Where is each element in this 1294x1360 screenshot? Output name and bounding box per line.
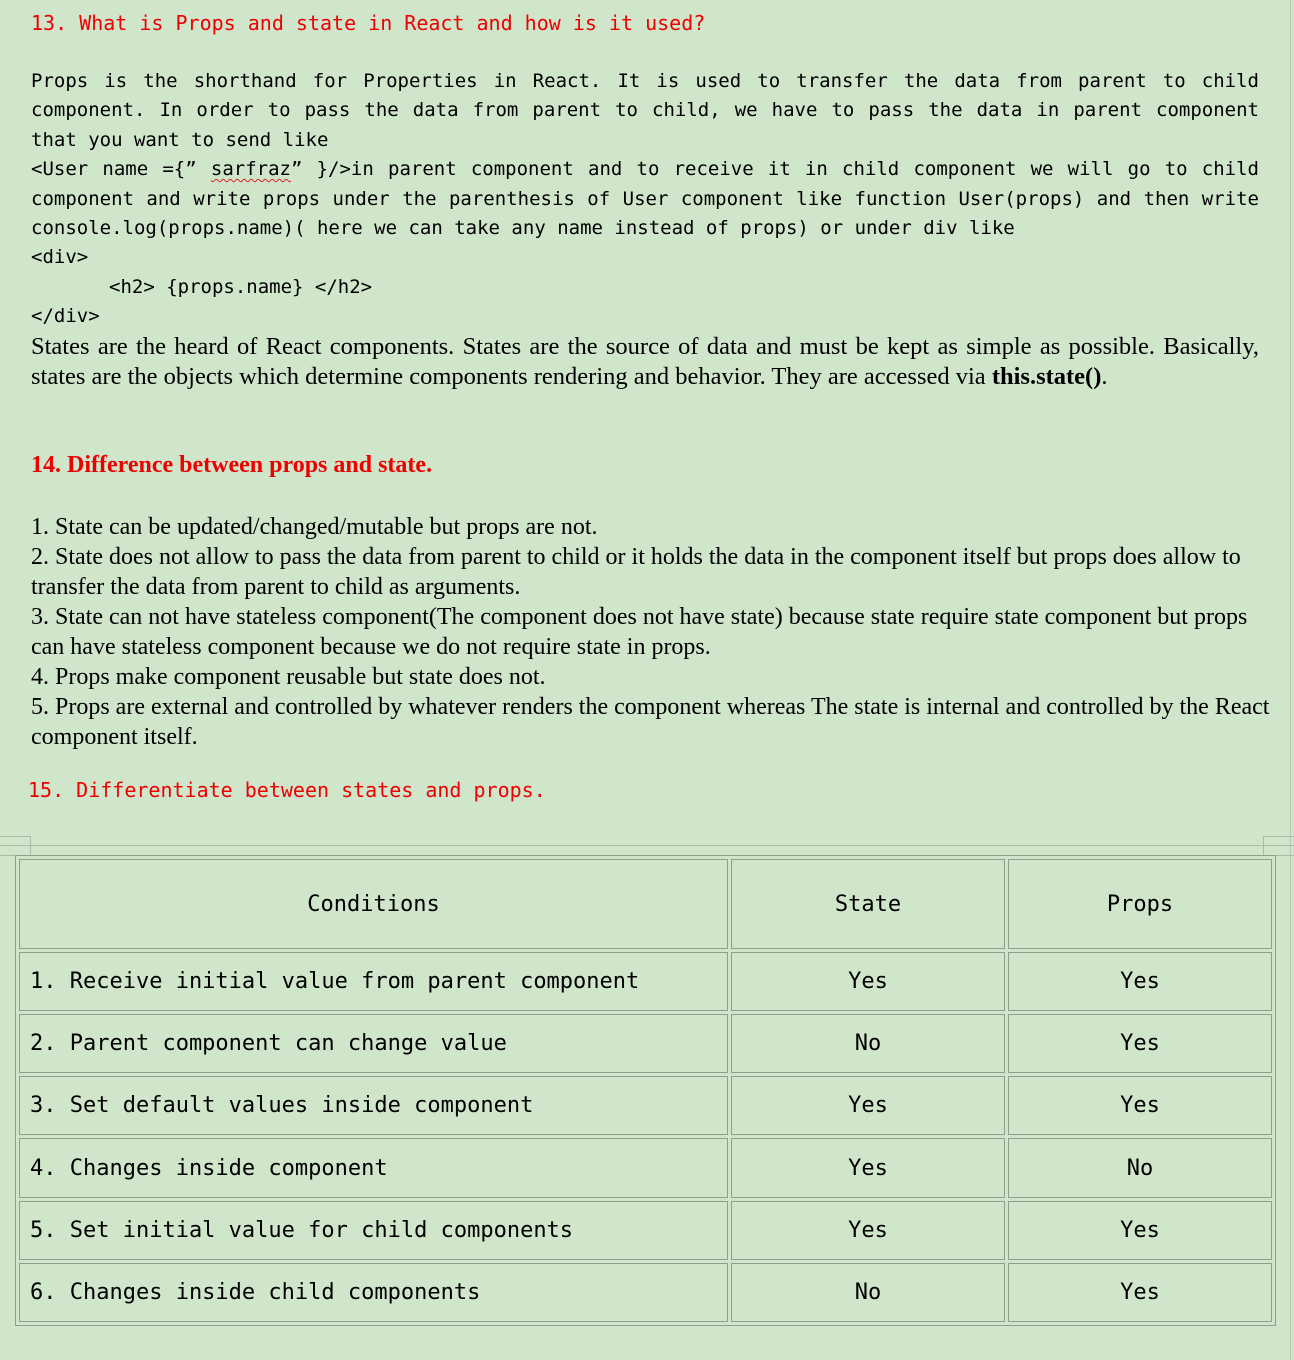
- props-cell: Yes: [1008, 1076, 1272, 1135]
- spellcheck-word-sarfraz: sarfraz: [210, 158, 291, 181]
- props-cell: Yes: [1008, 1014, 1272, 1073]
- condition-cell: 2. Parent component can change value: [19, 1014, 728, 1073]
- table-row: [19, 1138, 1272, 1197]
- comparison-table: [15, 855, 1276, 1326]
- code-div-close: </div>: [31, 305, 100, 328]
- condition-cell: 6. Changes inside child components: [19, 1263, 728, 1322]
- header-conditions: Conditions: [19, 859, 728, 949]
- page-edge-rule: [1290, 0, 1291, 1360]
- table-header-row: [19, 859, 1272, 949]
- state-cell: Yes: [731, 1201, 1005, 1260]
- state-cell: Yes: [731, 1076, 1005, 1135]
- list-item: 4. Props make component reusable but state does not.: [31, 664, 546, 690]
- list-item: 5. Props are external and controlled by whatever renders the component whereas The state is internal and controlled by the React component itself.: [31, 694, 1270, 750]
- condition-cell: 1. Receive initial value from parent component: [19, 952, 728, 1011]
- states-end: .: [1101, 363, 1108, 390]
- props-cell: Yes: [1008, 1201, 1272, 1260]
- table-row: [19, 1263, 1272, 1322]
- props-cell: Yes: [1008, 952, 1272, 1011]
- list-item: 1. State can be updated/changed/mutable but props are not.: [31, 514, 598, 540]
- states-code: this.state(): [991, 363, 1102, 390]
- table-row: [19, 1014, 1272, 1073]
- section-13-heading: 13. What is Props and state in React and how is it used?: [31, 11, 706, 35]
- states-paragraph: [31, 332, 1259, 392]
- table-row: [19, 1201, 1272, 1260]
- difference-list: [31, 512, 1271, 752]
- section-13-body: [31, 67, 1259, 332]
- state-cell: No: [731, 1263, 1005, 1322]
- section-14-heading: 14. Difference between props and state.: [31, 452, 433, 478]
- user-tag-prefix: <User name ={”: [31, 158, 211, 181]
- state-cell: No: [731, 1014, 1005, 1073]
- props-cell: Yes: [1008, 1263, 1272, 1322]
- condition-cell: 3. Set default values inside component: [19, 1076, 728, 1135]
- props-cell: No: [1008, 1138, 1272, 1197]
- header-state: State: [731, 859, 1005, 949]
- code-div-open: <div>: [31, 246, 89, 269]
- condition-cell: 4. Changes inside component: [19, 1138, 728, 1197]
- condition-cell: 5. Set initial value for child components: [19, 1201, 728, 1260]
- state-cell: Yes: [731, 1138, 1005, 1197]
- list-item: 2. State does not allow to pass the data from parent to child or it holds the data in the component itself but props does allow to transfer the data from parent to child as arguments.: [31, 544, 1241, 600]
- table-row: [19, 1076, 1272, 1135]
- table-row: [19, 952, 1272, 1011]
- props-usage-text: ” }/>in parent component and to receive it in child component we will go to child component and write props under the parenthesis of User component like function User(props) and then write console.log(props.name)( here we can take any name instead of props) or under div like: [31, 158, 1259, 240]
- props-definition-text: Props is the shorthand for Properties in React. It is used to transfer the data from parent to child component. In order to pass the data from parent to child, we have to pass the data in parent component that you want to send like: [31, 70, 1259, 151]
- section-15-heading: 15. Differentiate between states and props.: [28, 778, 546, 802]
- list-item: 3. State can not have stateless component(The component does not have state) because state require state component but props can have stateless component because we do not require state in props.: [31, 604, 1248, 660]
- code-h2-line: <h2> {props.name} </h2>: [109, 275, 373, 298]
- table-corner-mark-left: [0, 836, 31, 856]
- table-frame-line: [0, 845, 1294, 846]
- states-text: States are the heard of React components. States are the source of data and must be kept as simple as possible. Basically, states are the objects which determine components rendering and behavior. They are accessed via: [31, 333, 1259, 390]
- header-props: Props: [1008, 859, 1272, 949]
- table-corner-mark-right: [1263, 836, 1294, 856]
- state-cell: Yes: [731, 952, 1005, 1011]
